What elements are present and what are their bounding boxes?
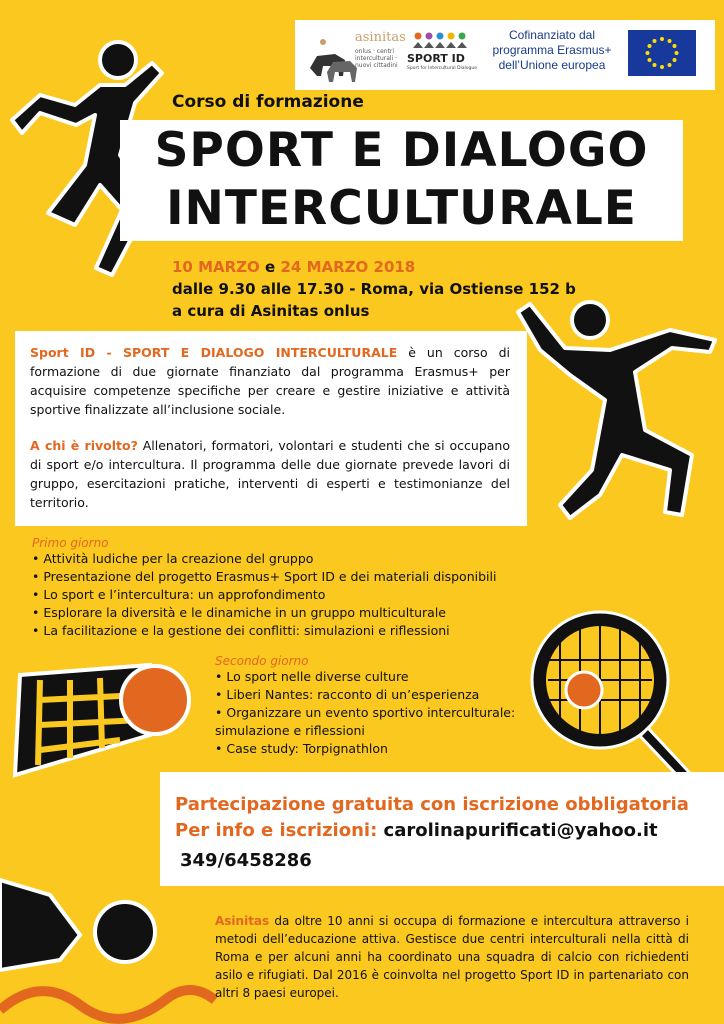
eu-line-1: Cofinanziato dal — [508, 28, 596, 42]
list-item: • La facilitazione e la gestione dei conflitti: simulazioni e riflessioni — [32, 622, 496, 640]
list-item: • Liberi Nantes: racconto di un’esperienza — [215, 686, 515, 704]
sportid-subtitle: Sport for Intercultural Dialogue — [407, 66, 478, 71]
title-line-2: INTERCULTURALE — [166, 181, 637, 236]
day1-section — [32, 536, 496, 640]
date-first: 10 MARZO — [172, 258, 260, 276]
intro-text-2: Allenatori, formatori, volontari e studenti che si occupano di sport e/o intercultura. Il programma delle due giornate prevede lavori di gruppo, esercitazioni pratiche, interventi di esperti e testimonianze del territorio. — [30, 438, 510, 510]
day1-title: Primo giorno — [32, 536, 109, 550]
course-dates — [172, 258, 415, 276]
free-participation-text: Partecipazione gratuita con iscrizione obbligatoria — [175, 794, 689, 815]
course-label: Corso di formazione — [172, 92, 364, 112]
info-label: Per info e iscrizioni: — [175, 820, 378, 841]
list-item-continuation — [215, 722, 515, 740]
about-asinitas — [215, 912, 689, 1002]
asinitas-name: asinitas — [355, 30, 406, 45]
day2-section — [215, 654, 515, 758]
logos-bar — [295, 20, 715, 90]
list-item: • Presentazione del progetto Erasmus+ Sport ID e dei materiali disponibili — [32, 568, 496, 586]
intro-paragraph-2 — [30, 436, 510, 512]
eu-flag-icon — [628, 30, 696, 76]
intro-box — [15, 331, 527, 526]
date-second: 24 MARZO 2018 — [280, 258, 416, 276]
intro-text-1: è un corso di formazione di due giornate finanziato dal programma Erasmus+ per acquisire competenze specifiche per creare e gestire iniziative e attività sportive finalizzate all’inclusione sociale. — [30, 345, 510, 417]
list-item-continuation-text: simulazione e riflessioni — [215, 723, 365, 738]
eu-cofunding-text — [483, 28, 621, 73]
eu-line-3: dell’Unione europea — [498, 58, 606, 72]
list-item: • Organizzare un evento sportivo interculturale: — [215, 704, 515, 722]
day2-list — [215, 668, 515, 758]
shuttlecock-illustration — [0, 640, 200, 780]
list-item: • Lo sport nelle diverse culture — [215, 668, 515, 686]
date-conjunction: e — [265, 258, 276, 276]
running-player-silhouette — [510, 290, 724, 530]
intro-paragraph-1 — [30, 329, 510, 419]
sportid-name: SPORT ID — [407, 52, 465, 65]
list-item: • Attività ludiche per la creazione del gruppo — [32, 550, 496, 568]
list-item: • Esplorare la diversità e le dinamiche in un gruppo multiculturale — [32, 604, 496, 622]
title-line-1: SPORT E DIALOGO — [154, 123, 649, 178]
organizer: a cura di Asinitas onlus — [172, 302, 370, 320]
about-text: da oltre 10 anni si occupa di formazione e intercultura attraverso i metodi dell’educazione attiva. Gestisce due centri interculturali nella città di Roma e per alcuni anni ha coordinato una squadra di calcio con richiedenti asilo e rifugiati. Dal 2016 è coinvolta nel progetto Sport ID in partenariato con altri 8 paesi europei. — [215, 914, 689, 1000]
list-item: • Case study: Torpignathlon — [215, 740, 515, 758]
list-item: • Lo sport e l’intercultura: un approfondimento — [32, 586, 496, 604]
day2-title: Secondo giorno — [215, 654, 309, 668]
intro-highlight-1: Sport ID - SPORT E DIALOGO INTERCULTURALE — [30, 345, 398, 360]
title-box — [120, 120, 683, 241]
info-box — [160, 772, 724, 886]
info-contact-line — [175, 820, 658, 841]
time-and-place: dalle 9.30 alle 17.30 - Roma, via Ostiense 152 b — [172, 280, 576, 298]
about-highlight: Asinitas — [215, 914, 270, 928]
intro-highlight-2: A chi è rivolto? — [30, 438, 138, 453]
day1-list — [32, 550, 496, 640]
contact-email-link[interactable]: carolinapurificati@yahoo.it — [383, 820, 658, 841]
eu-line-2: programma Erasmus+ — [492, 43, 612, 57]
asinitas-tagline: onlus · centri interculturali · nuovi cittadini — [355, 48, 398, 69]
contact-phone: 349/6458286 — [180, 850, 312, 871]
